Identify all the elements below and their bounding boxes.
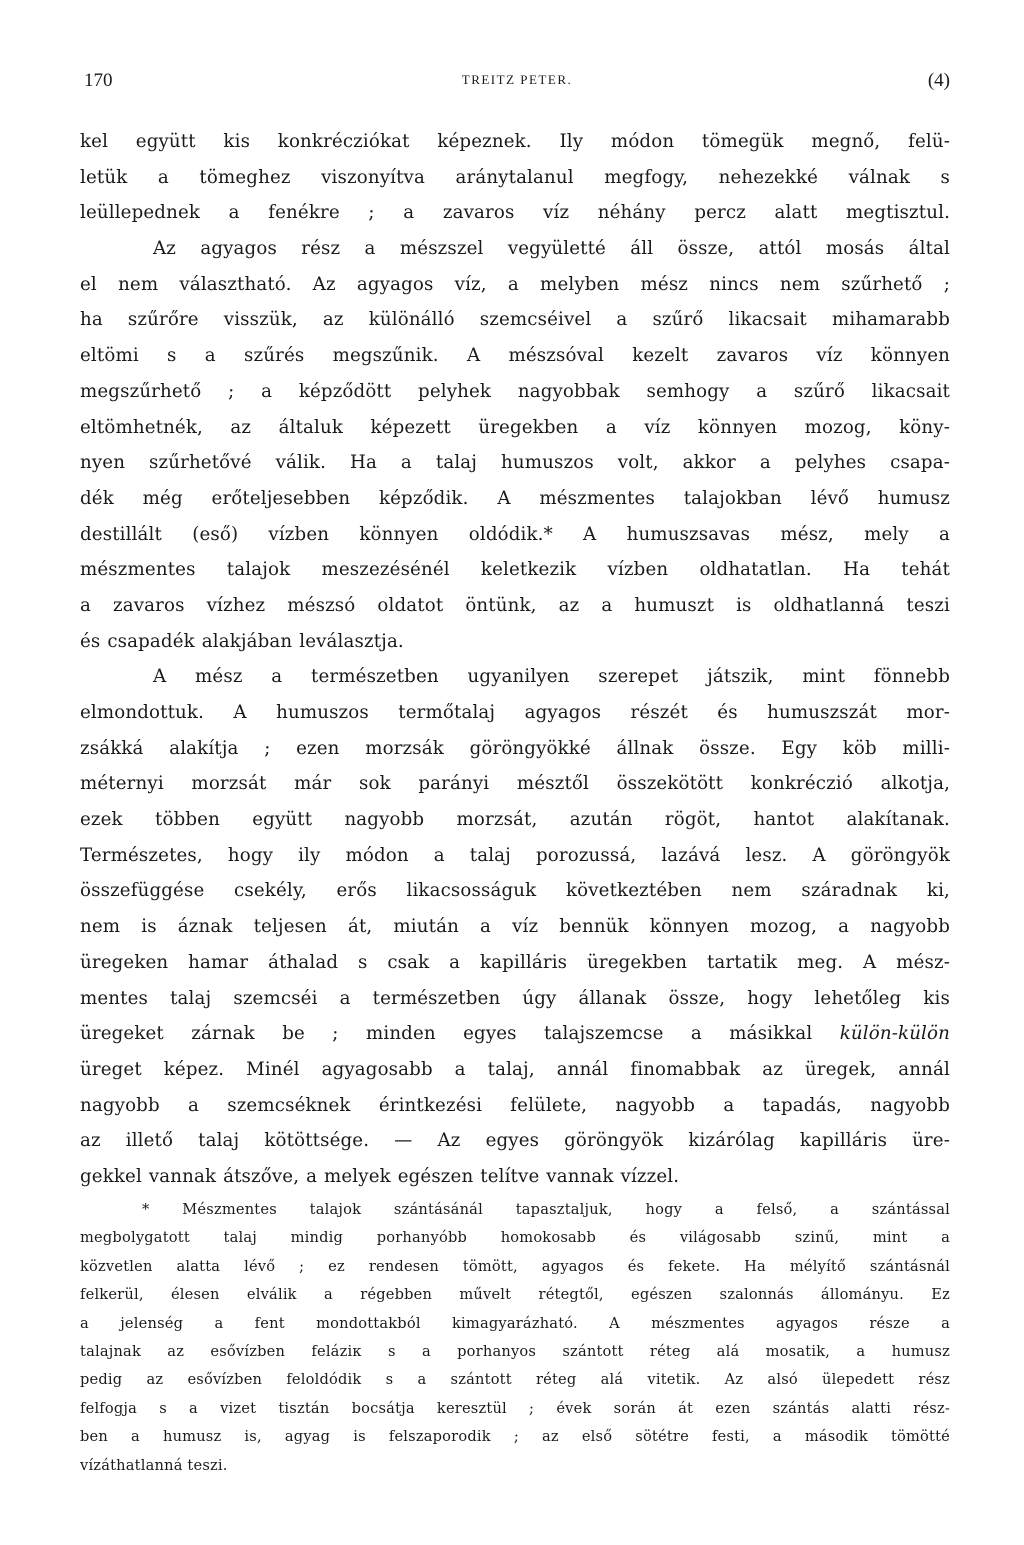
body-line: destillált (eső) vízben könnyen oldódik.* A humuszsavas mész, mely a [80, 523, 950, 545]
body-line: gekkel vannak átszőve, a melyek egészen telítve vannak vízzel. [80, 1165, 680, 1187]
body-line: az illető talaj kötöttsége. — Az egyes göröngyök kizárólag kapilláris üre- [80, 1130, 950, 1152]
body-line: üregeken hamar áthalad s csak a kapilláris üregekben tartatik meg. A mész- [80, 951, 950, 973]
body-line: mészmentes talajok meszezésénél keletkezik vízben oldhatatlan. Ha tehát [80, 559, 950, 581]
body-line: Természetes, hogy ily módon a talaj porozussá, lazává lesz. A göröngyök [80, 844, 950, 866]
body-line: méternyi morzsát már sok parányi mésztől összekötött konkréczió alkotja, [80, 773, 950, 795]
body-line: megszűrhető ; a képződött pelyhek nagyobbak semhogy a szűrő likacsait [80, 380, 950, 402]
body-line: ezek többen együtt nagyobb morzsát, azután rögöt, hantot alakítanak. [80, 809, 950, 831]
italic-phrase: külön-külön [839, 1023, 950, 1045]
running-title: TREITZ PETER. [461, 72, 573, 87]
footnote-line: pedig az esővízben feloldódik s a szántott réteg alá vitetik. Az alsó ülepedett rész [80, 1371, 950, 1389]
running-head [84, 70, 950, 100]
body-line: és csapadék alakjában leválasztja. [80, 630, 404, 652]
body-line: leüllepednek a fenékre ; a zavaros víz néhány percz alatt megtisztul. [80, 202, 950, 224]
body-line: eltömhetnék, az általuk képezett üregekben a víz könnyen mozog, köny- [80, 416, 950, 438]
body-line: összefüggése csekély, erős likacsosságuk következtében nem száradnak ki, [80, 880, 950, 902]
body-line: A mész a természetben ugyanilyen szerepet játszik, mint fönnebb [153, 666, 950, 688]
footnote [80, 1196, 950, 1480]
footnote-line: * Mészmentes talajok szántásánál tapasztaljuk, hogy a felső, a szántással [142, 1201, 950, 1218]
body-line: eltömi s a szűrés megszűnik. A mészsóval kezelt zavaros víz könnyen [80, 345, 950, 367]
body-line: mentes talaj szemcséi a természetben úgy állanak össze, hogy lehetőleg kis [80, 987, 950, 1009]
body-line: nyen szűrhetővé válik. Ha a talaj humuszos volt, akkor a pelyhes csapa- [80, 452, 950, 474]
body-line: el nem választható. Az agyagos víz, a melyben mész nincs nem szűrhető ; [80, 273, 950, 295]
body-line: elmondottuk. A humuszos termőtalaj agyagos részét és humuszszát mor- [80, 702, 950, 723]
footnote-line: közvetlen alatta lévő ; ez rendesen tömött, agyagos és fekete. Ha mélyítő szántásnál [80, 1257, 950, 1275]
footnote-line: felkerül, élesen elválik a régebben művelt rétegtől, egészen szalonnás állományu. Ez [80, 1286, 950, 1304]
body-line: zsákká alakítja ; ezen morzsák göröngyökké állnak össze. Egy köb milli- [80, 737, 950, 759]
footnote-line: felfogja s a vizet tisztán bocsátja keresztül ; évek során át ezen szántás alatti rész- [80, 1399, 950, 1417]
body-line-with-italic [80, 1016, 950, 1052]
footnote-line: megbolygatott talaj mindig porhanyóbb homokosabb és világosabb szinű, mint a [80, 1229, 950, 1247]
body-line: dék még erőteljesebben képződik. A mészmentes talajokban lévő humusz [80, 487, 950, 509]
page-number: 170 [84, 70, 113, 91]
body-line: üreget képez. Minél agyagosabb a talaj, annál finomabbak az üregek, annál [80, 1058, 950, 1080]
footnote-line: ben a humusz is, agyag is felszaporodik ; az első sötétre festi, a második tömötté [80, 1428, 950, 1446]
body-line: a zavaros vízhez mészsó oldatot öntünk, az a humuszt is oldhatlanná teszi [80, 594, 950, 616]
body-line: Az agyagos rész a mészszel vegyületté áll össze, attól mosás által [153, 238, 950, 260]
body-line: nagyobb a szemcséknek érintkezési felülete, nagyobb a tapadás, nagyobb [80, 1094, 950, 1116]
body-text [80, 124, 950, 1195]
section-number: (4) [927, 70, 950, 91]
body-line: kel együtt kis konkrécziókat képeznek. Ily módon tömegük megnő, felü- [80, 131, 950, 152]
footnote-line: talajnak az esővízben feláziк s a porhanyos szántott réteg alá mosatik, a humusz [80, 1342, 950, 1360]
body-line-text: üregeket zárnak be ; minden egyes talajszemcse a másikkal [80, 1023, 813, 1045]
body-line: nem is áznak teljesen át, miután a víz bennük könnyen mozog, a nagyobb [80, 916, 950, 938]
body-line: letük a tömeghez viszonyítva aránytalanul megfogy, nehezekké válnak s [80, 166, 950, 188]
body-line: ha szűrőre visszük, az különálló szemcséivel a szűrő likacsait mihamarabb [80, 309, 950, 331]
footnote-line: vízáthatlanná teszi. [80, 1456, 228, 1474]
footnote-line: a jelenség a fent mondottakból kimagyarázható. A mészmentes agyagos része a [80, 1314, 950, 1332]
